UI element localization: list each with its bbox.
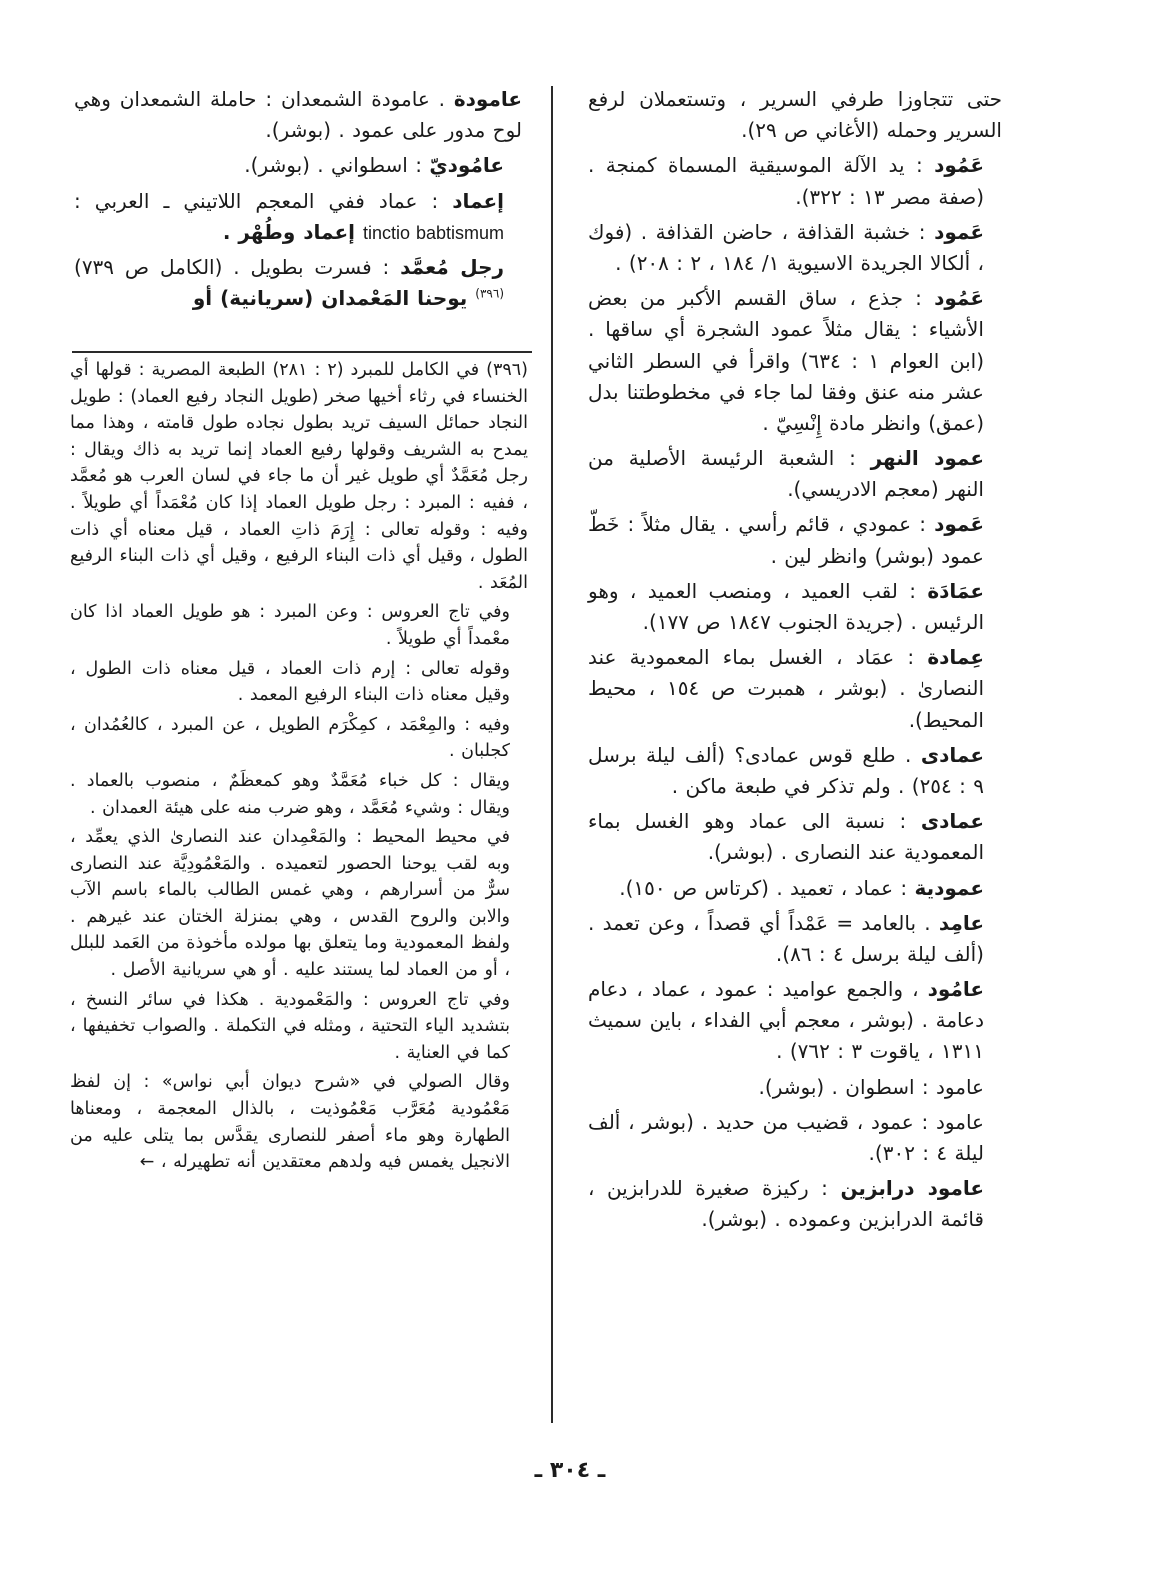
entry-text: : نسبة الى عماد وهو الغسل بماء المعمودية عند النصارى . (بوشر).: [588, 809, 984, 865]
footnotes: [70, 357, 528, 1179]
dictionary-entry: [588, 283, 1002, 439]
entry-text: : ركيزة صغيرة للدرابزين ، قائمة الدرابزين وعموده . (بوشر).: [588, 1176, 984, 1232]
dictionary-entry: [588, 806, 1002, 868]
entry-head: عَمود: [934, 219, 984, 244]
entry-head: عمادى: [920, 809, 984, 834]
entry-text: : الشعبة الرئيسة الأصلية من النهر (معجم الادريسي).: [588, 446, 984, 502]
dictionary-entry: [588, 642, 1002, 736]
footnote-divider: [72, 351, 532, 353]
entry-head: عامود درابزين: [840, 1176, 984, 1201]
entry-text: . بالعامد = عَمْداً أي قصداً ، وعن تعمد . (ألف ليلة برسل ٤ : ٨٦).: [588, 910, 984, 966]
footnote-paragraph: وقال الصولي في «شرح ديوان أبي نواس» : إن لفظ مَعْمُودية مُعَرَّب مَعْمُوذيت ، بالذال المعجمة ، ومعناها الطهارة وهو ماء أصفر للنصارى يقدَّس بما يتلى عليه من الانجيل يغمس فيه ولدهم معتقدين أنه تطهيرله ، ←: [70, 1072, 510, 1173]
dictionary-entry: [588, 150, 1002, 212]
entry-text: : لقب العميد ، ومنصب العميد ، وهو الرئيس . (جريدة الجنوب ١٨٤٧ ص ١٧٧).: [588, 578, 984, 634]
entry-text: إعماد وطُهْر .: [222, 219, 363, 244]
entry-head: عَمُود: [934, 286, 984, 311]
entry-head: رجل مُعمَّد: [400, 254, 505, 279]
dictionary-entry: [588, 1173, 1002, 1235]
entry-head: عَمُود: [934, 153, 984, 178]
entry-text: : عماد ففي المعجم اللاتيني ـ العربي :: [74, 188, 453, 213]
entry-text: عامود : عمود ، قضيب من حديد . (بوشر ، ألف ليلة ٤ : ٣٠٢).: [588, 1109, 984, 1165]
entry-head: عمود النهر: [870, 446, 984, 471]
entry-text: : جذع ، ساق القسم الأكبر من بعض الأشياء : يقال مثلاً عمود الشجرة أي ساقها . (ابن العوام ١ : ٦٣٤) واقرأ في السطر الثاني عشر منه عنق وفقا لما جاء في مخطوطتنا بدل (عمق) وانظر مادة إِنْسِيّ .: [588, 286, 985, 435]
entry-head: عامُوديّ: [429, 153, 504, 178]
column-divider: [551, 86, 553, 1423]
entry-head: عامُود: [927, 977, 984, 1002]
entry-head: عامِد: [938, 910, 984, 935]
entry-head: عمادى: [920, 742, 984, 767]
entry-text: : يد الآلة الموسيقية المسماة كمنجة . (صفة مصر ١٣ : ٣٢٢).: [588, 153, 984, 209]
entry-text: يوحنا المَعْمدان (سريانية) أو: [192, 286, 476, 311]
dictionary-entry: [588, 1072, 1002, 1103]
footnote-ref: (٣٩٦): [475, 286, 504, 301]
entry-iimad: [74, 186, 522, 248]
entry-text: : فسرت بطويل . (الكامل ص ٧٣٩): [74, 254, 401, 279]
footnote-paragraph: وفي تاج العروس : والمَعْمودية . هكذا في سائر النسخ ، بتشديد الياء التحتية ، ومثله في التكملة . والصواب تخفيفها ، كما في العناية .: [70, 989, 510, 1063]
dictionary-entry: [588, 443, 1002, 505]
entry-text: : عماد ، تعميد . (كرتاس ص ١٥٠).: [619, 875, 915, 900]
dictionary-entry: [588, 509, 1002, 571]
entry-text: حتى تتجاوزا طرفي السرير ، وتستعملان لرفع السرير وحمله (الأغاني ص ٢٩).: [588, 87, 1002, 143]
entry-text: عامود : اسطوان . (بوشر).: [758, 1074, 984, 1099]
footnote-paragraph: وقوله تعالى : إرم ذات العماد ، قيل معناه ذات الطول ، وقيل معناه ذات البناء الرفيع المعمد .: [70, 658, 510, 706]
entry-amuda: [74, 84, 522, 146]
entry-head: عِمادة: [927, 645, 984, 670]
right-column: [588, 84, 1002, 1240]
page-number: ـ ٣٠٤ ـ: [534, 1458, 606, 1483]
footnote-paragraph: وفيه : والمِعْمَد ، كمِكْرَم الطويل ، عن المبرد ، كالعُمُدان ، كجلبان .: [70, 714, 510, 762]
footnote-paragraph: (٣٩٦) في الكامل للمبرد (٢ : ٢٨١) الطبعة المصرية : قولها أي الخنساء في رثاء أخيها صخر (طويل النجاد رفيع العماد) : طويل النجاد حمائل السيف تريد بطول نجاده طول قامته ، وهذا مما يمدح به الشريف وقولها رفيع العماد إنما تريد به ذاك ويقال : رجل مُعَمَّدٌ أي طويل غير أن ما جاء في لسان العرب هو مُعمَّد ، ففيه : المبرد : رجل طويل العماد إذا كان مُعْمَداً أي طويلاً . وفيه : وقوله تعالى : إِرَمَ ذاتِ العماد ، قيل معناه أي ذات الطول ، وقيل أي ذات البناء الرفيع ، وقيل أي ذات البناء الرفيع المُعَد .: [70, 360, 528, 593]
entry-head: عَمود: [934, 512, 984, 537]
entry-text: : خشبة القذافة ، حاضن القذافة . (فوك ، ألكالا الجريدة الاسيوية ١/ ١٨٤ ، ٢ : ٢٠٨) .: [588, 219, 984, 275]
entry-rajul-muammad: [74, 252, 522, 314]
entry-text: : عمودي ، قائم رأسي . يقال مثلاً : خَطّ عمود (بوشر) وانظر لين .: [588, 512, 984, 568]
footnote-paragraph: في محيط المحيط : والمَعْمِدان عند النصارىٰ الذي يعمِّد ، وبه لقب يوحنا الحصور لتعميده . والمَعْمُودِيَّة عند النصارى سرٌّ من أسرارهم ، وهي غمس الطالب بالماء باسم الآب والابن والروح القدس ، وهي بمنزلة الختان عند غيرهم . ولفظ المعمودية وما يتعلق بها مولده مأخوذة من العَمد للبلل ، أو من العماد لما يستند عليه . أو هي سريانية الأصل .: [70, 827, 510, 981]
entry-head: إعماد: [452, 188, 504, 213]
entry-text: : اسطواني . (بوشر).: [244, 153, 430, 178]
left-column-entries: [74, 84, 522, 318]
entry-text: ، والجمع عواميد : عمود ، عماد ، دعام دعامة . (بوشر ، معجم أبي الفداء ، باين سميث ١٣١١ ، ياقوت ٣ : ٧٦٢) .: [588, 977, 984, 1064]
footnote-paragraph: وفي تاج العروس : وعن المبرد : هو طويل العماد اذا كان معْمداً أي طويلاً .: [70, 602, 510, 649]
entry-text: : عمَاد ، الغسل بماء المعمودية عند النصارىٰ . (بوشر ، همبرت ص ١٥٤ ، محيط المحيط).: [588, 645, 984, 732]
dictionary-entry: [588, 873, 1002, 904]
dictionary-entry: [588, 908, 1002, 970]
entry-text: . عامودة الشمعدان : حاملة الشمعدان وهي لوح مدور على عمود . (بوشر).: [74, 87, 522, 143]
dictionary-entry: [588, 84, 1002, 146]
latin-phrase: tinctio babtismum: [362, 222, 504, 243]
entry-text: . طلع قوس عمادى؟ (ألف ليلة برسل ٩ : ٢٥٤) . ولم تذكر في طبعة ماكن .: [588, 742, 984, 798]
dictionary-entry: [588, 1107, 1002, 1169]
dictionary-entry: [588, 740, 1002, 802]
dictionary-entry: [588, 576, 1002, 638]
footnote-paragraph: ويقال : كل خباء مُعَمَّدٌ وهو كمعظَمٌ ، منصوب بالعماد . ويقال : وشيء مُعَمَّد ، وهو ضرب منه على هيئة العمدان .: [70, 770, 510, 818]
dictionary-entry: [588, 974, 1002, 1068]
entry-head: عمودية: [914, 875, 984, 900]
entry-amudi: [74, 150, 522, 181]
entry-head: عامودة: [453, 87, 522, 111]
dictionary-entry: [588, 217, 1002, 279]
entry-head: عمَادَة: [927, 578, 984, 603]
